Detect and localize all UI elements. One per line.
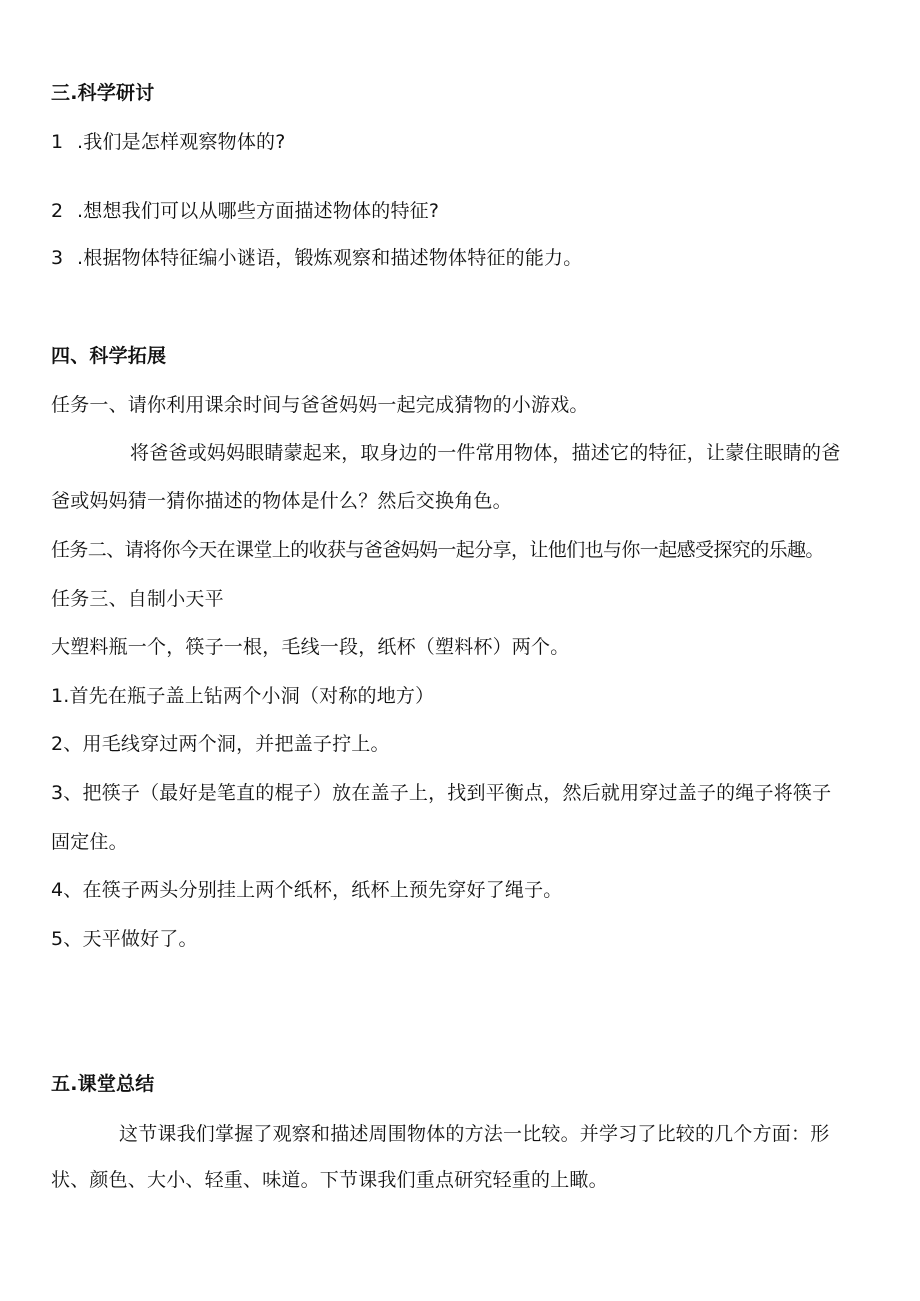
item-text: .我们是怎样观察物体的?: [77, 131, 286, 153]
task1-detail-line2: 爸或妈妈猜一猜你描述的物体是什么？然后交换角色。: [51, 490, 512, 512]
task1-text: 任务一、请你利用课余时间与爸爸妈妈一起完成猜物的小游戏。: [51, 394, 589, 416]
step-4: 4、在筷子两头分别挂上两个纸杯，纸杯上预先穿好了绳子。: [51, 879, 563, 901]
step-2: 2、用毛线穿过两个洞，并把盖子拧上。: [51, 733, 390, 755]
item-text: .想想我们可以从哪些方面描述物体的特征?: [77, 200, 440, 222]
step-5: 5、天平做好了。: [51, 928, 198, 950]
section4-heading: 四、科学拓展: [51, 345, 167, 367]
materials-text: 大塑料瓶一个，筷子一根，毛线一段，纸杯（塑料杯）两个。: [51, 636, 570, 658]
summary-line1: 这节课我们掌握了观察和描述周围物体的方法一比较。并学习了比较的几个方面：形: [119, 1123, 830, 1145]
step-1: 1.首先在瓶子盖上钻两个小洞（对称的地方）: [51, 685, 435, 707]
item-number: 2: [51, 200, 64, 222]
summary-line2: 状、颜色、大小、轻重、味道。下节课我们重点研究轻重的上瞰。: [51, 1169, 608, 1191]
item-number: 1: [51, 131, 64, 153]
task3-title: 任务三、自制小天平: [51, 588, 224, 610]
task2-text: 任务二、请将你今天在课堂上的收获与爸爸妈妈一起分享，让他们也与你一起感受探究的乐趣。: [51, 539, 824, 561]
section3-item-2: [51, 199, 439, 223]
section3-item-1: [51, 130, 286, 154]
section3-item-3: [51, 246, 582, 270]
item-number: 3: [51, 247, 64, 269]
section5-heading: 五.课堂总结: [51, 1073, 155, 1095]
item-text: .根据物体特征编小谜语，锻炼观察和描述物体特征的能力。: [77, 247, 583, 269]
step-3-continued: 固定住。: [51, 831, 128, 853]
section3-heading: 三.科学研讨: [51, 82, 155, 104]
step-3: 3、把筷子（最好是笔直的棍子）放在盖子上，找到平衡点，然后就用穿过盖子的绳子将筷子: [51, 782, 832, 804]
task1-detail-line1: 将爸爸或妈妈眼睛蒙起来，取身边的一件常用物体，描述它的特征，让蒙住眼睛的爸: [130, 442, 841, 464]
